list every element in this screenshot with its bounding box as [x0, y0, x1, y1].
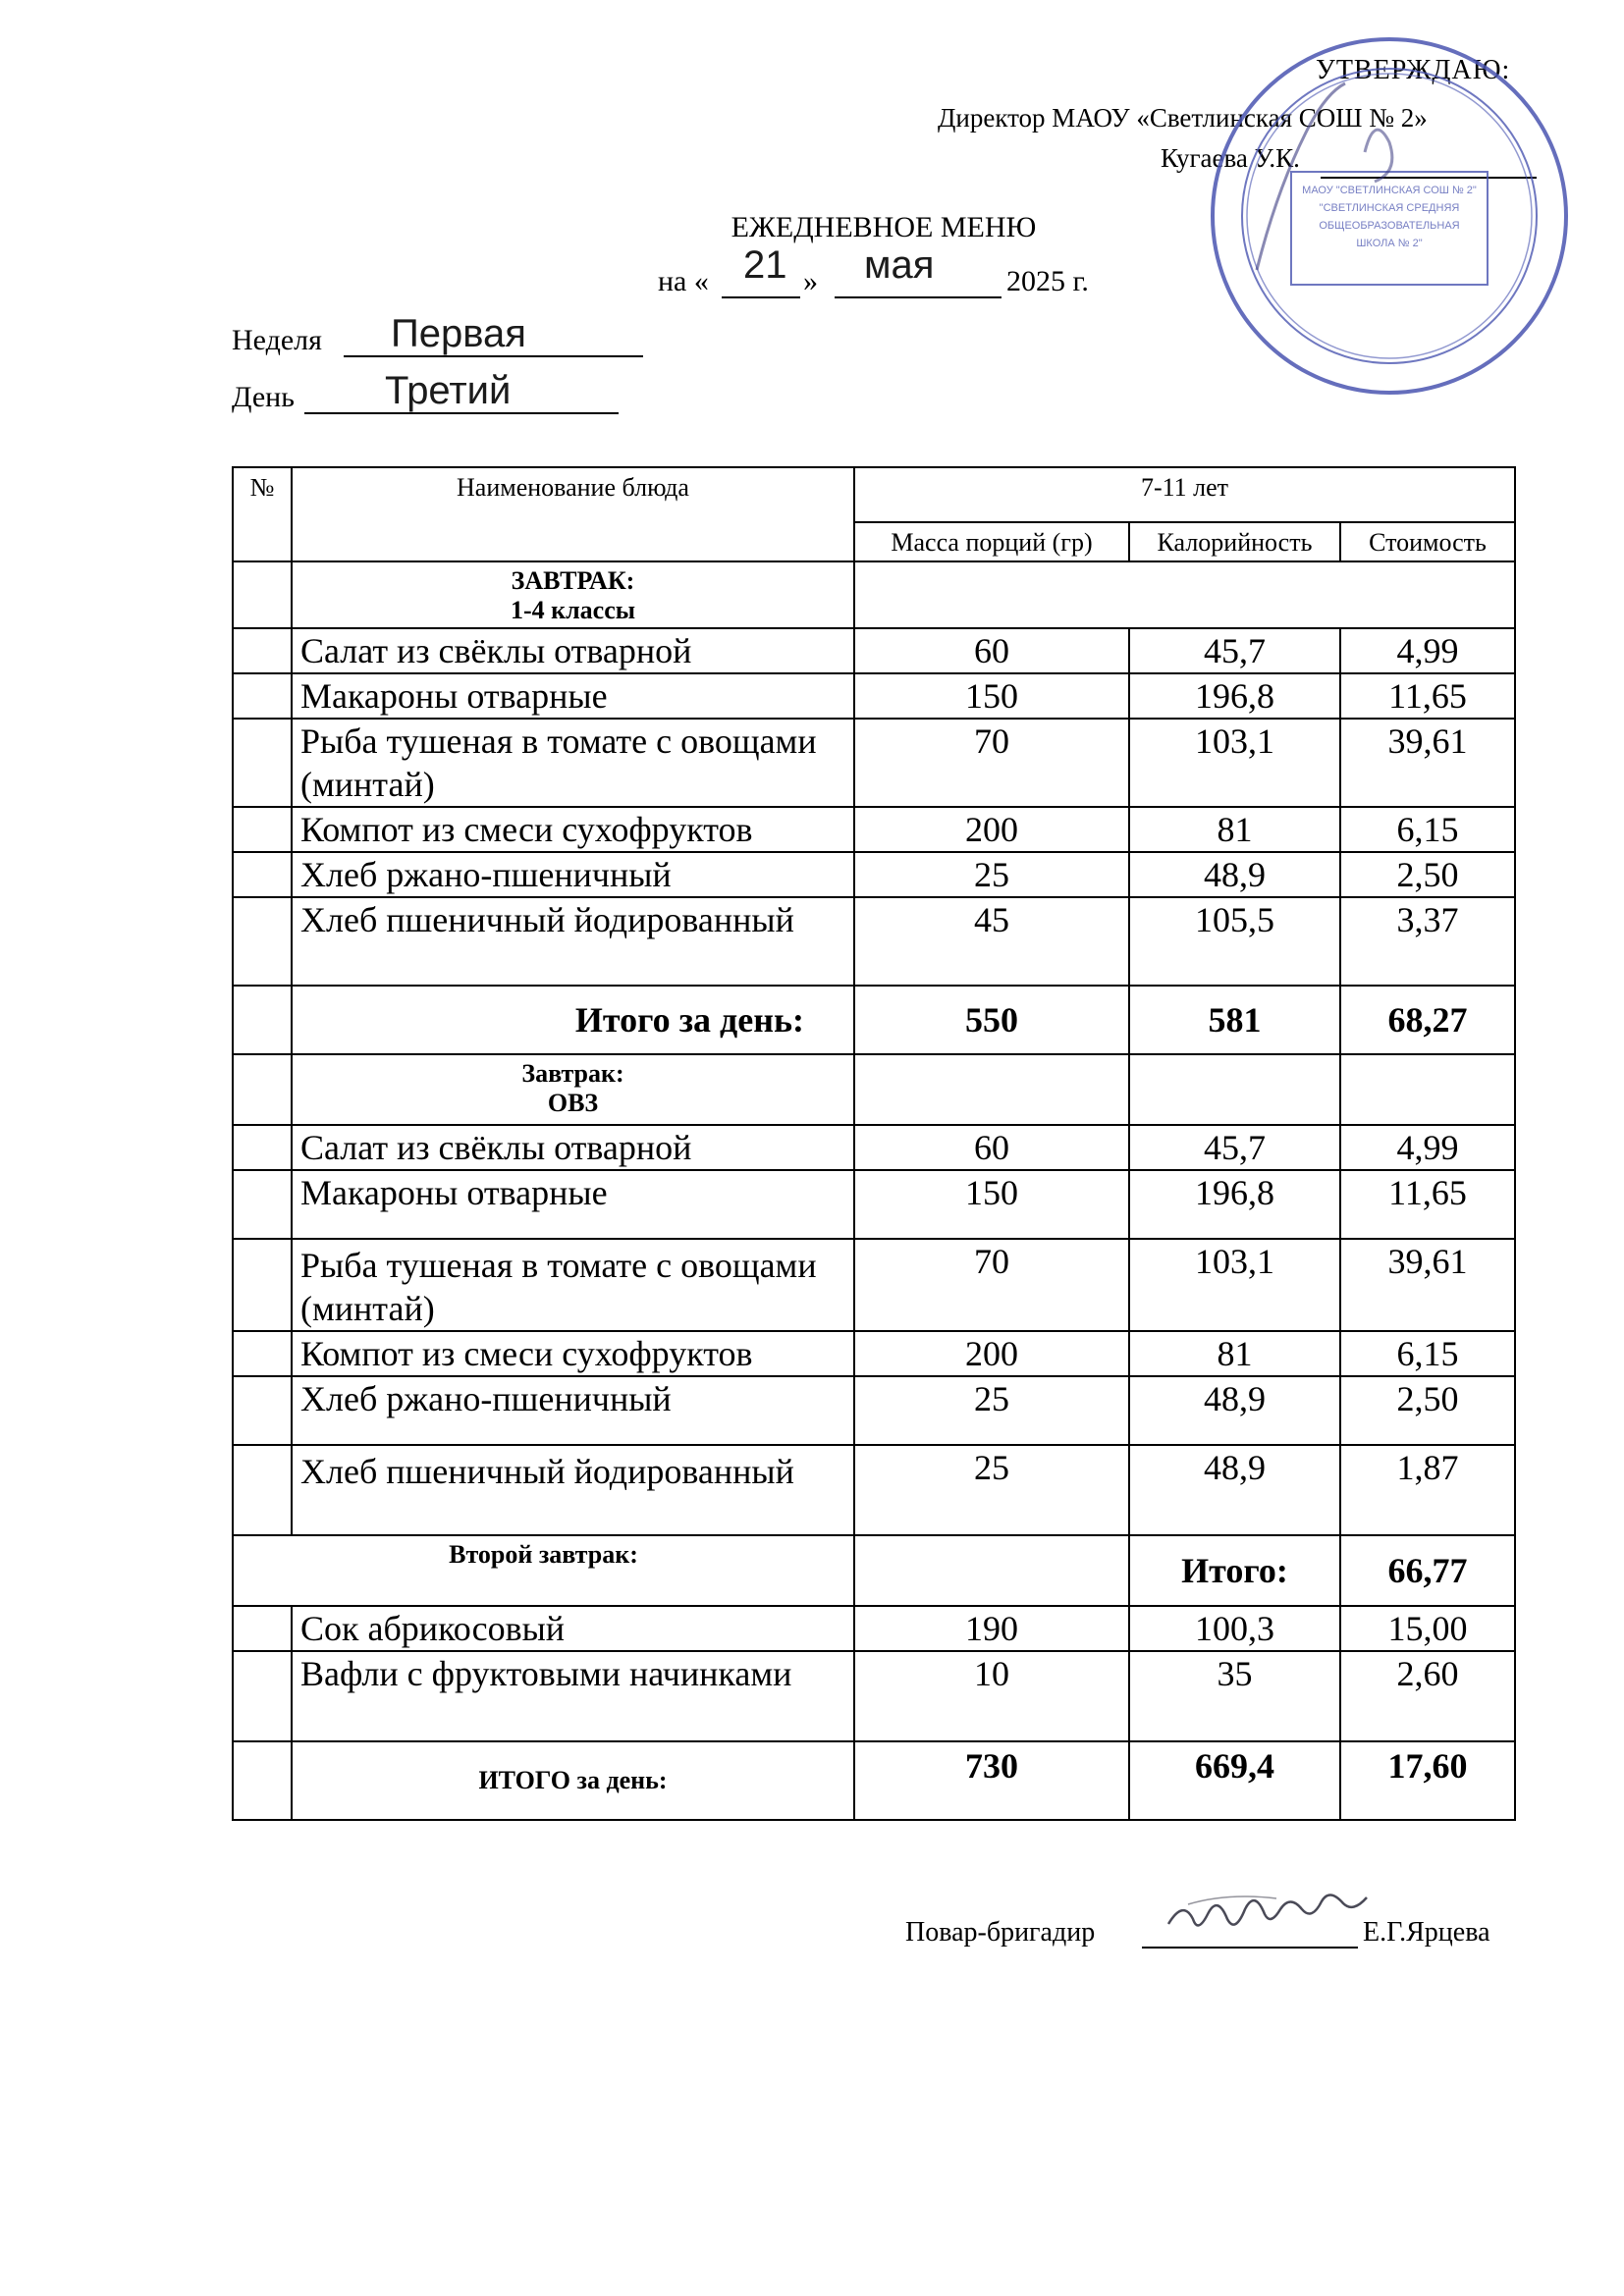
date-day-underline — [722, 296, 800, 298]
dish-name: Салат из свёклы отварной — [292, 628, 854, 673]
date-month-underline — [835, 296, 1001, 298]
grand-total-mass: 730 — [854, 1741, 1129, 1820]
grand-total-kcal: 669,4 — [1129, 1741, 1340, 1820]
date-month-value: мая — [864, 243, 935, 287]
footer-name: Е.Г.Ярцева — [1363, 1917, 1490, 1948]
total-kcal: 581 — [1129, 986, 1340, 1054]
total-mass: 550 — [854, 986, 1129, 1054]
dish-name: Рыба тушеная в томате с овощами (минтай) — [292, 719, 854, 807]
dish-cost: 2,60 — [1340, 1651, 1515, 1741]
date-mid: » — [803, 265, 818, 297]
svg-text:ОБЩЕОБРАЗОВАТЕЛЬНАЯ: ОБЩЕОБРАЗОВАТЕЛЬНАЯ — [1319, 220, 1460, 232]
date-year: 2025 г. — [1006, 265, 1089, 297]
footer-role: Повар-бригадир — [905, 1917, 1096, 1948]
header-kcal: Калорийность — [1129, 522, 1340, 561]
day-label: День — [232, 381, 295, 413]
dish-name: Хлеб пшеничный йодированный — [292, 897, 854, 986]
header-age: 7-11 лет — [854, 467, 1515, 522]
table-row — [233, 1606, 1515, 1651]
dish-kcal: 81 — [1129, 1331, 1340, 1376]
section-title: ЗАВТРАК: — [511, 566, 635, 595]
dish-cost: 6,15 — [1340, 1331, 1515, 1376]
table-row — [233, 852, 1515, 897]
dish-cost: 4,99 — [1340, 628, 1515, 673]
dish-kcal: 100,3 — [1129, 1606, 1340, 1651]
table-row — [233, 673, 1515, 719]
dish-mass: 60 — [854, 628, 1129, 673]
svg-text:МАОУ "СВЕТЛИНСКАЯ СОШ № 2": МАОУ "СВЕТЛИНСКАЯ СОШ № 2" — [1302, 185, 1477, 196]
grand-total-row — [233, 1741, 1515, 1820]
second-breakfast-row — [233, 1535, 1515, 1606]
dish-name: Макароны отварные — [292, 673, 854, 719]
svg-text:"СВЕТЛИНСКАЯ СРЕДНЯЯ: "СВЕТЛИНСКАЯ СРЕДНЯЯ — [1319, 202, 1460, 214]
dish-kcal: 196,8 — [1129, 1170, 1340, 1239]
dish-cost: 15,00 — [1340, 1606, 1515, 1651]
dish-kcal: 45,7 — [1129, 628, 1340, 673]
dish-name: Макароны отварные — [292, 1170, 854, 1239]
dish-kcal: 48,9 — [1129, 1445, 1340, 1535]
table-row — [233, 1170, 1515, 1239]
second-breakfast-total-label: Итого: — [1129, 1535, 1340, 1606]
cook-signature — [1159, 1885, 1375, 1953]
section-subtitle: ОВЗ — [547, 1089, 599, 1117]
dish-mass: 45 — [854, 897, 1129, 986]
header-num: № — [233, 467, 292, 561]
table-row — [233, 1239, 1515, 1331]
section-subtitle: 1-4 классы — [510, 596, 636, 624]
date-line — [658, 265, 709, 298]
dish-kcal: 103,1 — [1129, 1239, 1340, 1331]
dish-cost: 11,65 — [1340, 673, 1515, 719]
dish-mass: 25 — [854, 1376, 1129, 1445]
dish-cost: 1,87 — [1340, 1445, 1515, 1535]
dish-kcal: 105,5 — [1129, 897, 1340, 986]
header-mass: Масса порций (гр) — [854, 522, 1129, 561]
table-row — [233, 807, 1515, 852]
total-label: Итого за день: — [292, 986, 854, 1054]
dish-mass: 150 — [854, 1170, 1129, 1239]
table-row — [233, 1445, 1515, 1535]
table-row — [233, 628, 1515, 673]
grand-total-cost: 17,60 — [1340, 1741, 1515, 1820]
section-empty — [854, 561, 1515, 628]
dish-mass: 60 — [854, 1125, 1129, 1170]
dish-cost: 2,50 — [1340, 1376, 1515, 1445]
section-num — [233, 561, 292, 628]
dish-name: Салат из свёклы отварной — [292, 1125, 854, 1170]
dish-name: Сок абрикосовый — [292, 1606, 854, 1651]
dish-name: Хлеб ржано-пшеничный — [292, 852, 854, 897]
second-breakfast-label: Второй завтрак: — [233, 1535, 854, 1606]
table-row — [233, 1376, 1515, 1445]
table-row — [233, 719, 1515, 807]
header-name: Наименование блюда — [292, 467, 854, 522]
approval-title: УТВЕРЖДАЮ: — [1316, 55, 1511, 85]
dish-mass: 200 — [854, 1331, 1129, 1376]
dish-kcal: 35 — [1129, 1651, 1340, 1741]
week-value: Первая — [391, 312, 526, 355]
dish-kcal: 81 — [1129, 807, 1340, 852]
dish-kcal: 103,1 — [1129, 719, 1340, 807]
dish-name: Компот из смеси сухофруктов — [292, 807, 854, 852]
dish-cost: 4,99 — [1340, 1125, 1515, 1170]
approval-name: Кугаева У.К. — [1161, 143, 1300, 173]
dish-kcal: 48,9 — [1129, 1376, 1340, 1445]
menu-table — [232, 466, 1516, 1821]
header-cost: Стоимость — [1340, 522, 1515, 561]
dish-cost: 2,50 — [1340, 852, 1515, 897]
dish-mass: 10 — [854, 1651, 1129, 1741]
total-row — [233, 986, 1515, 1054]
date-prefix: на « — [658, 265, 709, 297]
section-title: Завтрак: — [521, 1059, 624, 1088]
dish-name: Компот из смеси сухофруктов — [292, 1331, 854, 1376]
dish-mass: 150 — [854, 673, 1129, 719]
second-breakfast-total-cost: 66,77 — [1340, 1535, 1515, 1606]
dish-cost: 11,65 — [1340, 1170, 1515, 1239]
dish-mass: 200 — [854, 807, 1129, 852]
dish-mass: 25 — [854, 852, 1129, 897]
dish-cost: 39,61 — [1340, 1239, 1515, 1331]
header-name-cont — [292, 522, 854, 561]
dish-name: Рыба тушеная в томате с овощами (минтай) — [292, 1239, 854, 1331]
week-label: Неделя — [232, 324, 322, 356]
menu-title: ЕЖЕДНЕВНОЕ МЕНЮ — [731, 211, 1037, 243]
total-cost: 68,27 — [1340, 986, 1515, 1054]
table-row — [233, 1331, 1515, 1376]
dish-cost: 39,61 — [1340, 719, 1515, 807]
dish-kcal: 45,7 — [1129, 1125, 1340, 1170]
dish-name: Вафли с фруктовыми начинками — [292, 1651, 854, 1741]
dish-mass: 190 — [854, 1606, 1129, 1651]
svg-text:ШКОЛА № 2": ШКОЛА № 2" — [1356, 238, 1423, 249]
grand-total-label: ИТОГО за день: — [292, 1741, 854, 1820]
dish-cost: 3,37 — [1340, 897, 1515, 986]
approval-director-line: Директор МАОУ «Светлинская СОШ № 2» — [938, 103, 1428, 133]
dish-kcal: 196,8 — [1129, 673, 1340, 719]
table-row — [233, 897, 1515, 986]
dish-kcal: 48,9 — [1129, 852, 1340, 897]
dish-mass: 25 — [854, 1445, 1129, 1535]
section-breakfast-ovz — [292, 1054, 854, 1125]
table-row — [233, 1651, 1515, 1741]
dish-cost: 6,15 — [1340, 807, 1515, 852]
dish-mass: 70 — [854, 1239, 1129, 1331]
day-value: Третий — [385, 369, 512, 412]
date-day-value: 21 — [743, 243, 787, 287]
dish-mass: 70 — [854, 719, 1129, 807]
table-row — [233, 1125, 1515, 1170]
dish-name: Хлеб ржано-пшеничный — [292, 1376, 854, 1445]
dish-name: Хлеб пшеничный йодированный — [292, 1445, 854, 1535]
section-breakfast-1-4 — [292, 561, 854, 628]
